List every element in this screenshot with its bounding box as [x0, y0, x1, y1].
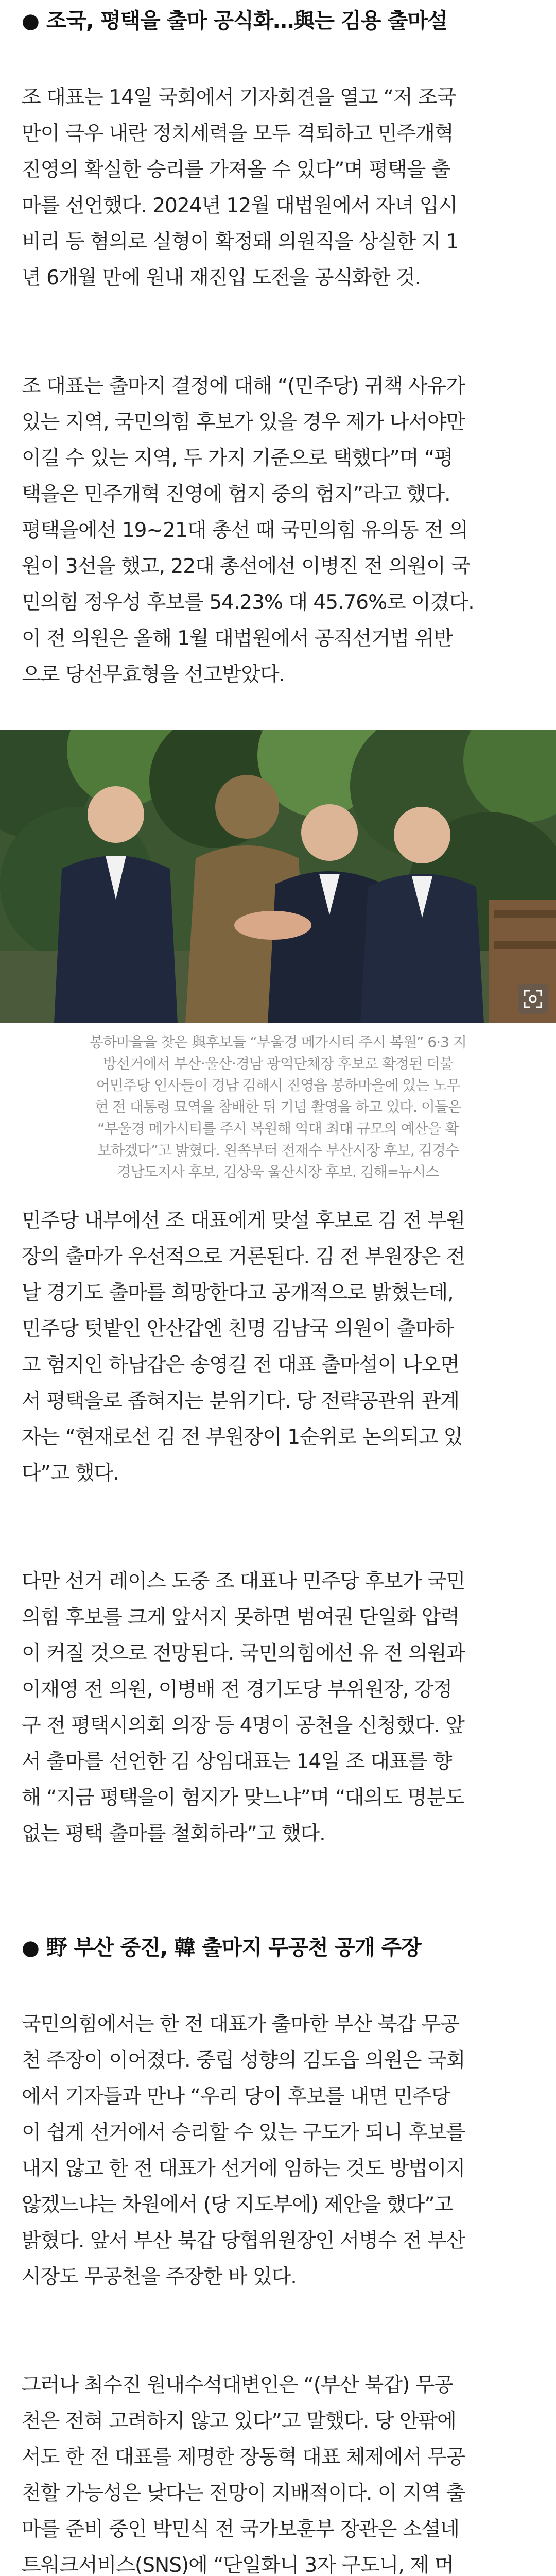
paragraph-line: 이길 수 있는 지역, 두 가지 기준으로 택했다”며 “평 — [22, 447, 453, 470]
news-photo[interactable] — [0, 730, 556, 1023]
paragraph-line: 평택을에선 19~21대 총선 때 국민의힘 유의동 전 의 — [22, 519, 468, 542]
paragraph-line: 서 출마를 선언한 김 상임대표는 14일 조 대표를 향 — [22, 1750, 452, 1773]
paragraph-line: 진영의 확실한 승리를 가져올 수 있다”며 평택을 출 — [22, 158, 450, 181]
paragraph-line: 그러나 최수진 원내수석대변인은 “(부산 북갑) 무공 — [22, 2374, 454, 2397]
paragraph-line: 않겠느냐는 차원에서 (당 지도부에) 제안을 했다”고 — [22, 2193, 454, 2216]
paragraph-line: 다만 선거 레이스 도중 조 대표나 민주당 후보가 국민 — [22, 1570, 465, 1593]
paragraph-line: 날 경기도 출마를 희망한다고 공개적으로 밝혔는데, — [22, 1281, 454, 1304]
paragraph-line: 택을은 민주개혁 진영에 험지 중의 험지”라고 했다. — [22, 483, 450, 506]
paragraph-line: 트워크서비스(SNS)에 “단일화니 3자 구도니, 제 머 — [22, 2554, 454, 2576]
expand-icon — [523, 989, 543, 1009]
paragraph-line: 국민의힘에서는 한 전 대표가 출마한 부산 북갑 무공 — [22, 2013, 459, 2036]
paragraph-line: 없는 평택 출마를 철회하라”고 했다. — [22, 1822, 325, 1845]
paragraph-line: 이 커질 것으로 전망된다. 국민의힘에선 유 전 의원과 — [22, 1642, 465, 1665]
paragraph-line: 있는 지역, 국민의힘 후보가 있을 경우 제가 나서야만 — [22, 411, 465, 434]
section-heading-text: 野 부산 중진, 韓 출마지 무공천 공개 주장 — [46, 1935, 421, 1960]
paragraph-line: 서도 한 전 대표를 제명한 장동혁 대표 체제에서 무공 — [22, 2446, 465, 2469]
paragraph-line: 이재영 전 의원, 이병배 전 경기도당 부위원장, 강정 — [22, 1678, 453, 1701]
paragraph-line: 원이 3선을 했고, 22대 총선에선 이병진 전 의원이 국 — [22, 555, 470, 578]
caption-line: 현 전 대통령 묘역을 참배한 뒤 기념 촬영을 하고 있다. 이들은 — [94, 1098, 462, 1115]
section-heading-text: 조국, 평택을 출마 공식화…與는 김용 출마설 — [46, 8, 447, 33]
paragraph-line: 민의힘 정우성 후보를 54.23% 대 45.76%로 이겼다. — [22, 591, 474, 614]
paragraph-line: 으로 당선무효형을 선고받았다. — [22, 663, 285, 686]
paragraph-line: 마를 선언했다. 2024년 12월 대법원에서 자녀 입시 — [22, 194, 458, 217]
caption-line: “부울경 메가시티를 주시 복원해 역대 최대 규모의 예산을 확 — [97, 1120, 459, 1137]
paragraph-line: 천은 전혀 고려하지 않고 있다”고 말했다. 당 안팎에 — [22, 2410, 456, 2433]
caption-line: 보하겠다”고 밝혔다. 왼쪽부터 전재수 부산시장 후보, 김경수 — [97, 1142, 459, 1159]
paragraph-line: 에서 기자들과 만나 “우리 당이 후보를 내면 민주당 — [22, 2085, 450, 2108]
paragraph-line: 해 “지금 평택을이 험지가 맞느냐”며 “대의도 명분도 — [22, 1786, 464, 1809]
paragraph-line: 장의 출마가 우선적으로 거론된다. 김 전 부원장은 전 — [22, 1245, 465, 1268]
paragraph-line: 이 전 의원은 올해 1월 대법원에서 공직선거법 위반 — [22, 627, 453, 650]
expand-button[interactable] — [518, 984, 548, 1014]
paragraph — [22, 1564, 536, 1852]
paragraph — [22, 80, 536, 296]
paragraph-line: 다”고 했다. — [22, 1462, 119, 1485]
section-heading — [22, 1933, 536, 1962]
paragraph-line: 조 대표는 출마지 결정에 대해 “(민주당) 귀책 사유가 — [22, 375, 465, 398]
paragraph-line: 자는 “현재로선 김 전 부원장이 1순위로 논의되고 있 — [22, 1426, 463, 1449]
paragraph-line: 만이 극우 내란 정치세력을 모두 격퇴하고 민주개혁 — [22, 122, 454, 145]
caption-line: 봉하마을을 찾은 與후보들 “부울경 메가시티 주시 복원” 6·3 지 — [90, 1033, 466, 1050]
paragraph — [22, 2367, 536, 2576]
photo-caption — [26, 1031, 530, 1183]
paragraph — [22, 368, 536, 693]
paragraph-line: 민주당 텃밭인 안산갑엔 친명 김남국 의원이 출마하 — [22, 1317, 454, 1341]
paragraph-line: 조 대표는 14일 국회에서 기자회견을 열고 “저 조국 — [22, 86, 456, 109]
paragraph-line: 고 험지인 하남갑은 송영길 전 대표 출마설이 나오면 — [22, 1353, 459, 1377]
paragraph-line: 년 6개월 만에 원내 재진입 도전을 공식화한 것. — [22, 266, 421, 290]
caption-line: 어민주당 인사들이 경남 김해시 진영읍 봉하마을에 있는 노무 — [96, 1077, 460, 1094]
paragraph — [22, 1203, 536, 1492]
paragraph-line: 구 전 평택시의회 의장 등 4명이 공천을 신청했다. 앞 — [22, 1714, 464, 1737]
paragraph-line: 시장도 무공천을 주장한 바 있다. — [22, 2265, 297, 2289]
paragraph-line: 내지 않고 한 전 대표가 선거에 임하는 것도 방법이지 — [22, 2157, 465, 2180]
caption-line: 방선거에서 부산·울산·경남 광역단체장 후보로 확정된 더불 — [102, 1055, 454, 1072]
paragraph-line: 밝혔다. 앞서 부산 북갑 당협위원장인 서병수 전 부산 — [22, 2229, 465, 2252]
paragraph-line: 마를 준비 중인 박민식 전 국가보훈부 장관은 소셜네 — [22, 2518, 459, 2541]
paragraph-line: 천 주장이 이어졌다. 중립 성향의 김도읍 의원은 국회 — [22, 2049, 465, 2072]
section-heading — [22, 6, 536, 36]
photo-illustration — [0, 730, 556, 1023]
bullet-icon: ● — [22, 1936, 39, 1960]
caption-line: 경남도지사 후보, 김상욱 울산시장 후보. 김해=뉴시스 — [117, 1163, 439, 1180]
paragraph-line: 서 평택을로 좁혀지는 분위기다. 당 전략공관위 관계 — [22, 1389, 459, 1413]
paragraph-line: 천할 가능성은 낮다는 전망이 지배적이다. 이 지역 출 — [22, 2482, 465, 2505]
paragraph-line: 이 쉽게 선거에서 승리할 수 있는 구도가 되니 후보를 — [22, 2121, 465, 2144]
bullet-icon: ● — [22, 9, 39, 33]
paragraph-line: 민주당 내부에선 조 대표에게 맞설 후보로 김 전 부원 — [22, 1209, 465, 1232]
paragraph — [22, 2007, 536, 2295]
paragraph-line: 비리 등 혐의로 실형이 확정돼 의원직을 상실한 지 1 — [22, 230, 459, 253]
paragraph-line: 의힘 후보를 크게 앞서지 못하면 범여권 단일화 압력 — [22, 1606, 459, 1629]
